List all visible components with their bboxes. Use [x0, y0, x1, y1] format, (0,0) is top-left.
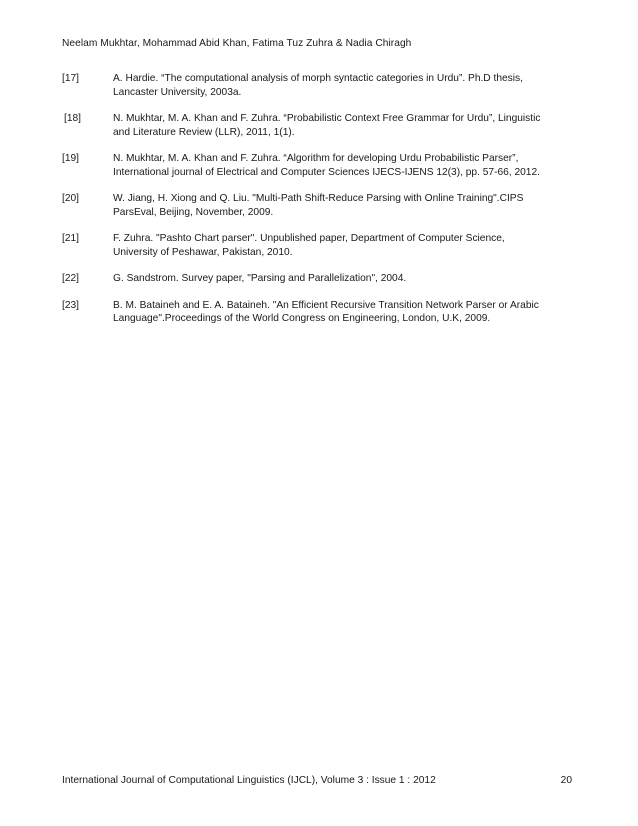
running-footer	[62, 775, 572, 786]
reference-text	[113, 152, 572, 179]
reference-line: and Literature Review (LLR), 2011, 1(1).	[113, 126, 295, 138]
reference-item	[62, 152, 572, 179]
reference-list	[62, 72, 572, 339]
reference-line: N. Mukhtar, M. A. Khan and F. Zuhra. “Algorithm for developing Urdu Probabilistic Parser”,	[113, 153, 519, 164]
reference-number: [20]	[62, 193, 79, 204]
reference-item	[62, 192, 572, 219]
reference-item	[62, 72, 572, 99]
reference-line: A. Hardie. “The computational analysis of morph syntactic categories in Urdu”. Ph.D thesis,	[113, 73, 523, 84]
journal-citation: International Journal of Computational Linguistics (IJCL), Volume 3 : Issue 1 : 2012	[62, 775, 436, 786]
running-header: Neelam Mukhtar, Mohammad Abid Khan, Fatima Tuz Zuhra & Nadia Chiragh	[62, 38, 412, 49]
reference-text	[113, 232, 572, 259]
reference-item	[62, 232, 572, 259]
reference-line: W. Jiang, H. Xiong and Q. Liu. "Multi-Path Shift-Reduce Parsing with Online Training".CIPS	[113, 193, 524, 204]
reference-text	[113, 299, 572, 326]
reference-number: [23]	[62, 299, 79, 311]
reference-number: [19]	[62, 153, 79, 164]
reference-line: ParsEval, Beijing, November, 2009.	[113, 206, 274, 218]
reference-line: Lancaster University, 2003a.	[113, 86, 242, 98]
reference-text	[113, 272, 572, 286]
reference-line: B. M. Bataineh and E. A. Bataineh. "An Efficient Recursive Transition Network Parser or Arabic	[113, 299, 539, 311]
reference-text	[113, 192, 572, 219]
reference-text	[113, 112, 572, 139]
page-number: 20	[560, 775, 572, 786]
reference-number: [21]	[62, 233, 79, 244]
reference-item	[62, 112, 572, 139]
reference-line: International journal of Electrical and Computer Sciences IJECS-IJENS 12(3), pp. 57-66, 2012.	[113, 166, 540, 178]
reference-line: Language".Proceedings of the World Congress on Engineering, London, U.K, 2009.	[113, 313, 491, 324]
reference-number: [17]	[62, 73, 79, 84]
reference-line: University of Peshawar, Pakistan, 2010.	[113, 246, 293, 258]
reference-line: G. Sandstrom. Survey paper, "Parsing and Parallelization", 2004.	[113, 273, 407, 284]
reference-item	[62, 299, 572, 326]
reference-text	[113, 72, 572, 99]
reference-item	[62, 272, 572, 286]
reference-line: N. Mukhtar, M. A. Khan and F. Zuhra. “Probabilistic Context Free Grammar for Urdu”, Linguistic	[113, 113, 541, 124]
reference-line: F. Zuhra. "Pashto Chart parser". Unpublished paper, Department of Computer Science,	[113, 233, 505, 244]
reference-number: [22]	[62, 273, 79, 284]
reference-number: [18]	[64, 113, 81, 124]
